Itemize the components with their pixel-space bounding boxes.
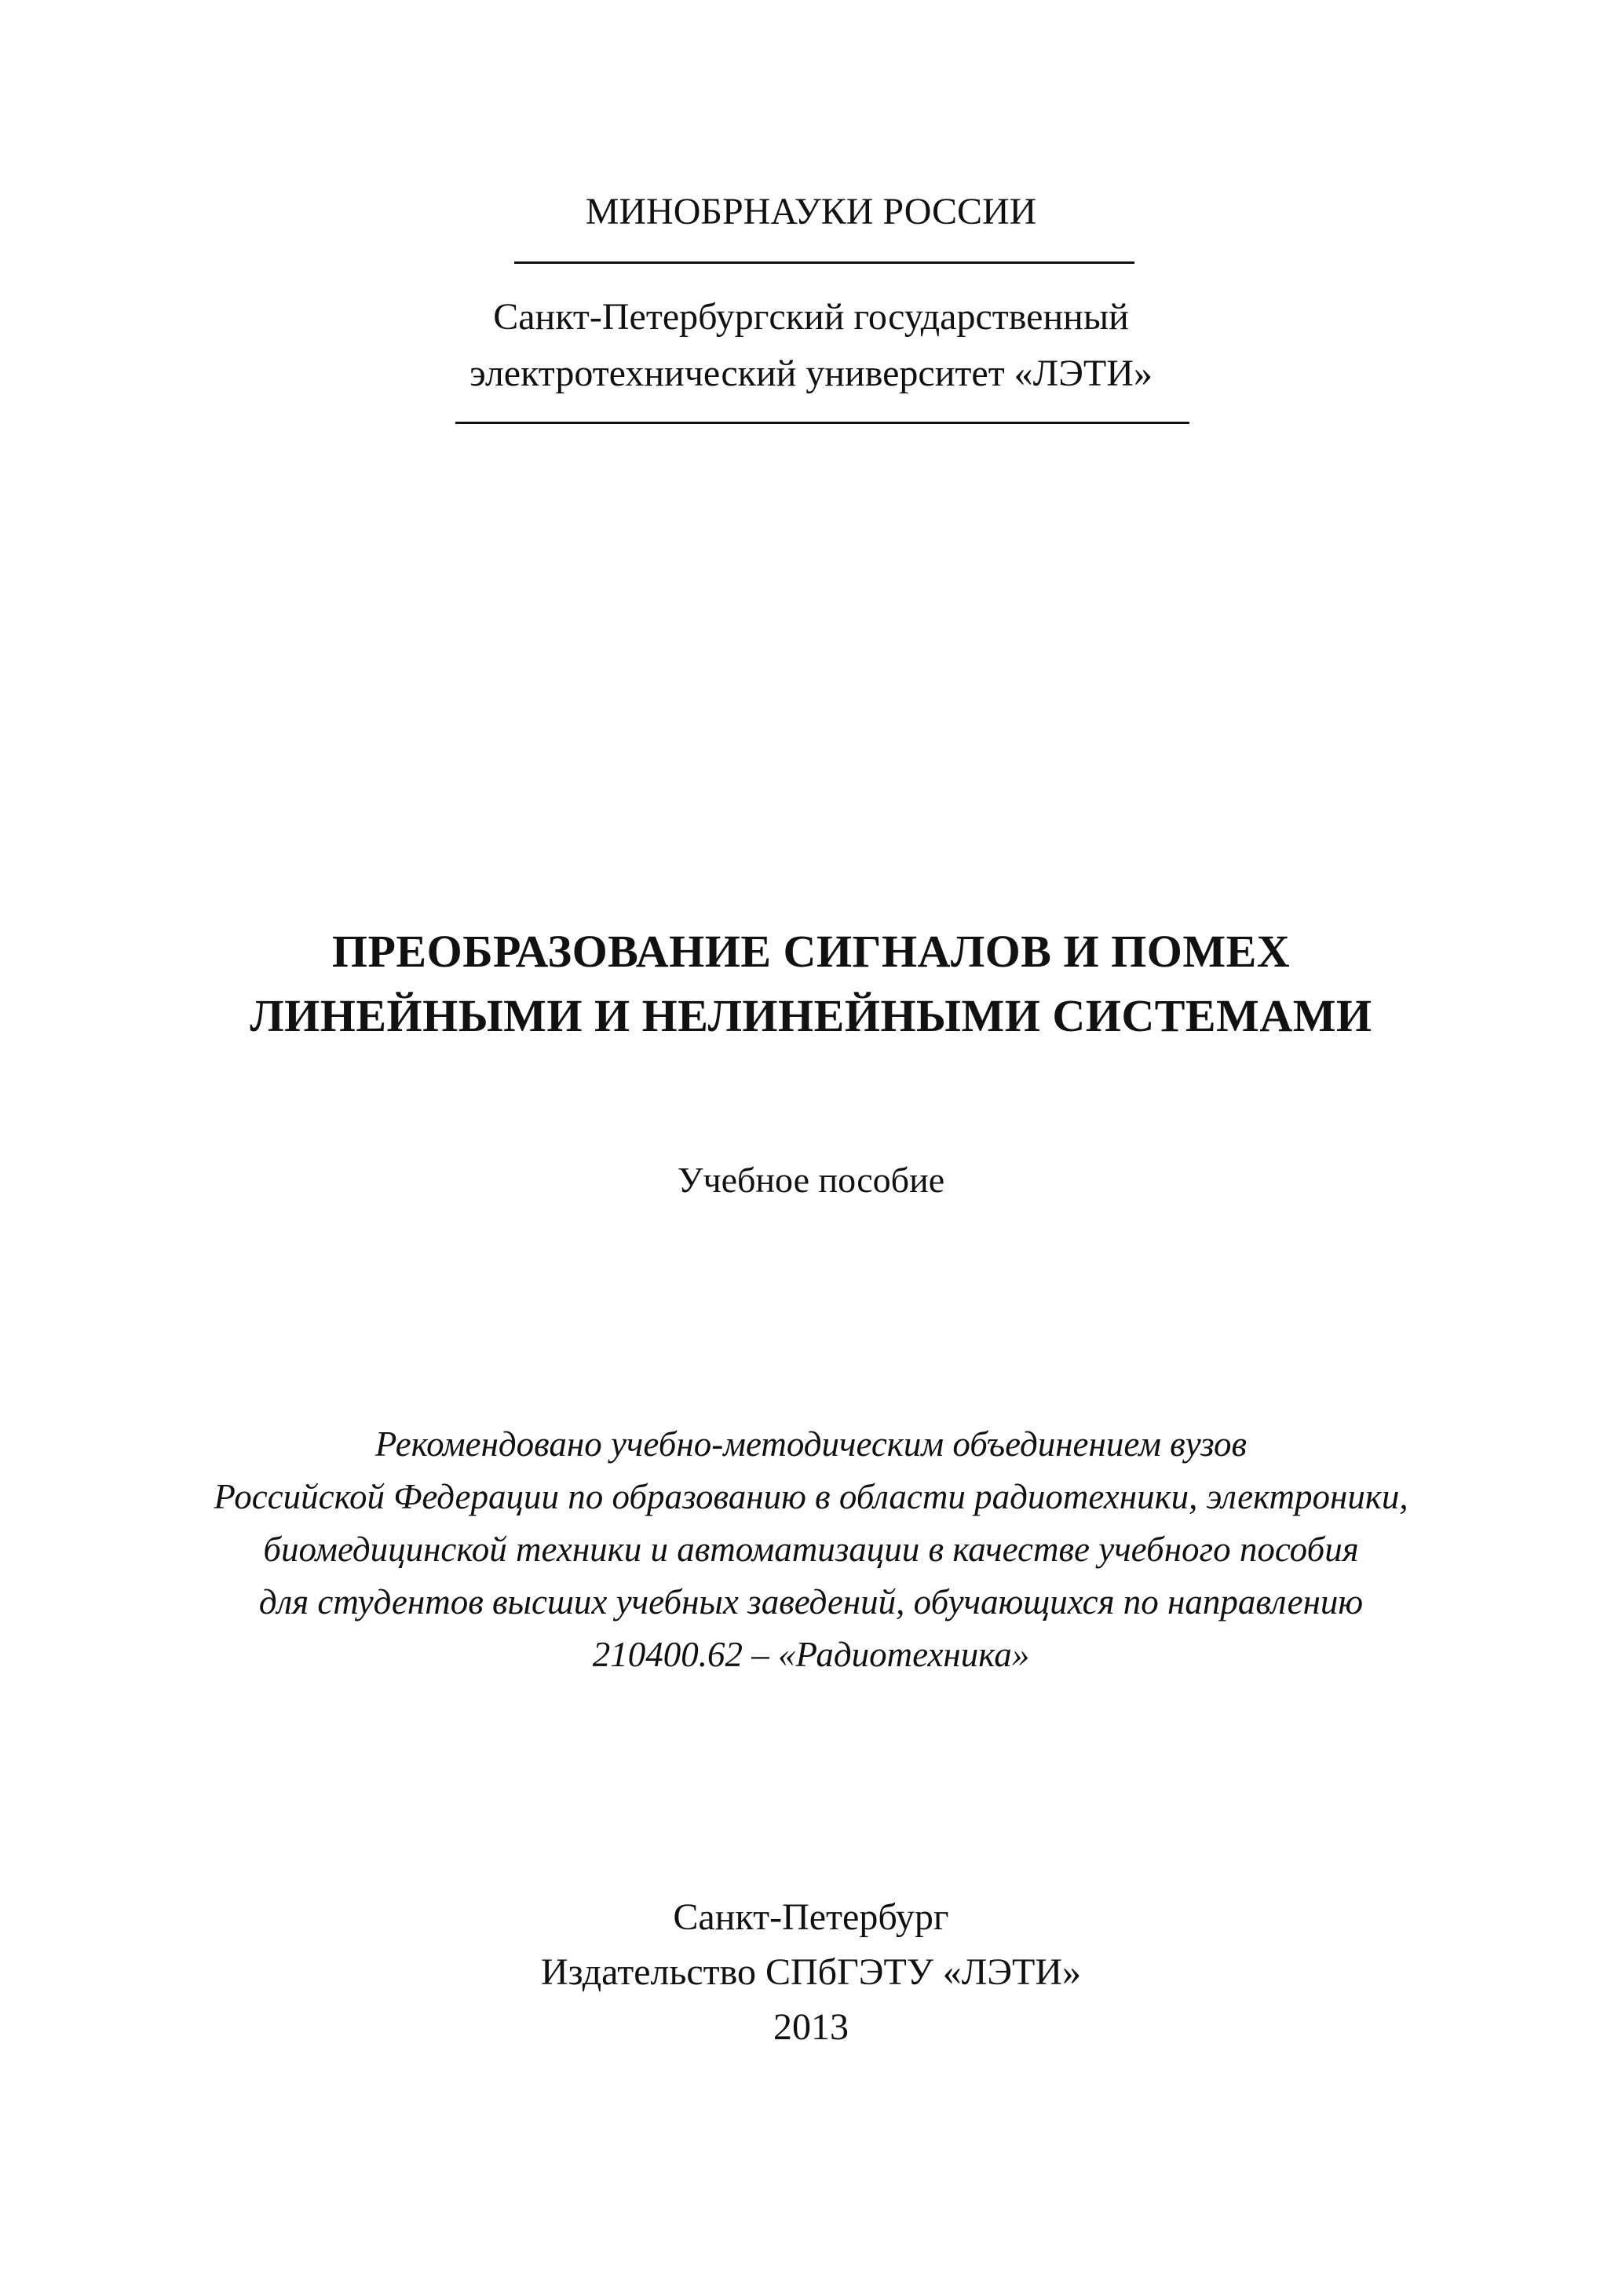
recommendation-line: Рекомендовано учебно-методическим объединением вузов (374, 1424, 1248, 1464)
publisher-name: Издательство СПбГЭТУ «ЛЭТИ» (540, 1951, 1082, 1993)
university-name-line-1: Санкт-Петербургский государственный (493, 296, 1129, 338)
document-title-line-2: ЛИНЕЙНЫМИ И НЕЛИНЕЙНЫМИ СИСТЕМАМИ (250, 990, 1372, 1041)
header-divider-bottom (455, 422, 1189, 424)
document-title-line-1: ПРЕОБРАЗОВАНИЕ СИГНАЛОВ И ПОМЕХ (331, 926, 1291, 977)
ministry-name: МИНОБРНАУКИ РОССИИ (585, 191, 1037, 232)
university-name-line-2: электротехнический университет «ЛЭТИ» (469, 353, 1153, 394)
recommendation-line: Российской Федерации по образованию в области радиотехники, электроники, (214, 1477, 1408, 1516)
recommendation-line: для студентов высших учебных заведений, обучающихся по направлению (258, 1582, 1364, 1621)
recommendation-line: 210400.62 – «Радиотехника» (592, 1635, 1030, 1674)
publication-year: 2013 (773, 2006, 849, 2048)
publication-city: Санкт-Петербург (673, 1896, 949, 1938)
document-subtitle: Учебное пособие (677, 1160, 945, 1200)
header-divider-top (514, 261, 1134, 264)
recommendation-line: биомедицинской техники и автоматизации в качестве учебного пособия (263, 1530, 1359, 1569)
